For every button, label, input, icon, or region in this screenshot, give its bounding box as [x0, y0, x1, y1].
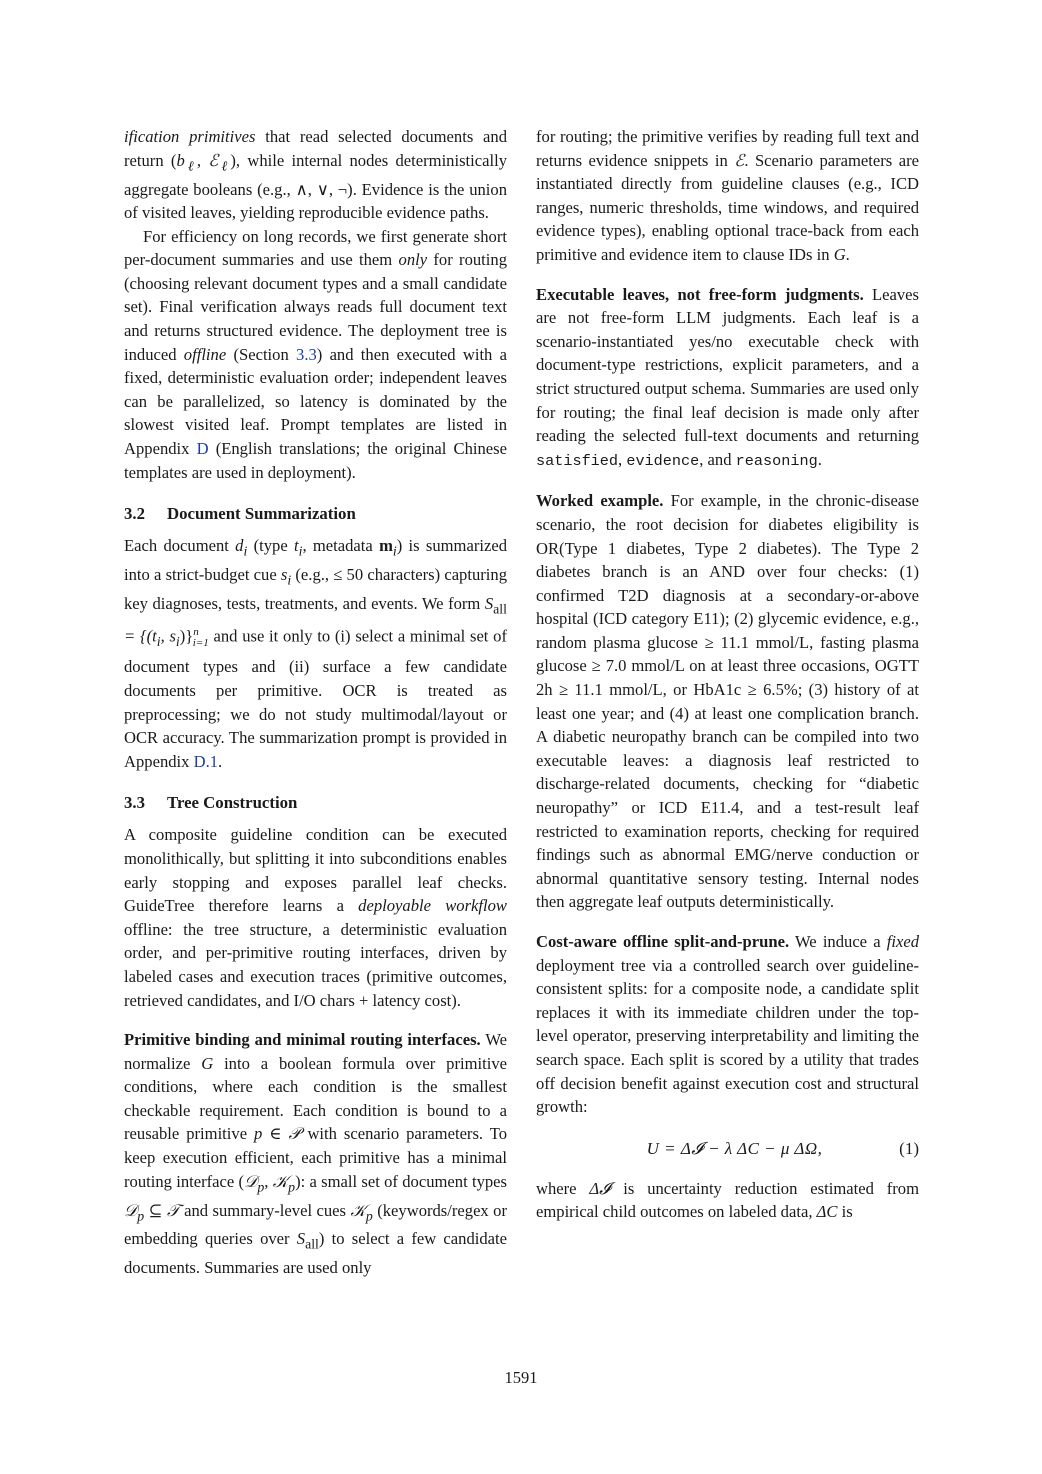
- paragraph-where: where Δ𝓘 is uncertainty reduction estimated from empirical child outcomes on labeled data, ΔC is: [536, 1178, 919, 1222]
- appendix-d-link[interactable]: D: [196, 439, 209, 459]
- right-column: [536, 125, 919, 1224]
- left-column: [124, 125, 507, 1280]
- paragraph-tree-construction: A composite guideline condition can be executed monolithically, but splitting it into subconditions enables early stopping and exposes parallel leaf checks. GuideTree therefore learns a deployable workflow offline: the tree structure, a deterministic evaluation order, and per-primitive routing interfaces, driven by labeled cases and execution traces (primitive outcomes, retrieved candidates, and I/O chars + latency cost).: [124, 825, 507, 1010]
- paragraph-split-and-prune: Cost-aware offline split-and-prune. We induce a fixed deployment tree via a controlled search over guideline-consistent splits: for a composite node, a candidate split replaces it with its immediate children under the top-level operator, preserving interpretability and limiting the search space. Each split is scored by a utility that trades off decision benefit against execution cost and structural growth:: [536, 932, 919, 1117]
- page-number: 1591: [504, 1368, 538, 1387]
- equation-body: U = Δ𝓘 − λ ΔC − μ ΔΩ,: [646, 1138, 823, 1158]
- paragraph-routing-cont: for routing; the primitive verifies by reading full text and returns evidence snippets in ℰ. Scenario parameters are instantiated directly from guideline clauses (e.g., ICD ranges, numeric thresholds, time windows, and required evidence types), enabling optional trace-back from each primitive and evidence item to clause IDs in G.: [536, 127, 919, 264]
- paragraph-primitives-cont: ification primitives that read selected documents and return ($b_\ell$, ℰ$_\ell$), while internal nodes deterministically aggregate booleans (e.g., ∧, ∨, ¬). Evidence is the union of visited leaves, yielding reproducible evidence paths.: [124, 127, 508, 223]
- paragraph-executable-leaves: Executable leaves, not free-form judgments. Leaves are not free-form LLM judgments. Each leaf is a scenario-instantiated yes/no executable check with document-type restrictions, explicit parameters, and a strict structured output schema. Summaries are used only for routing; the final leaf decision is made only after reading the selected full-text documents and returning satisfied, evidence, and reasoning.: [536, 284, 919, 470]
- section-heading-3-2: 3.2 Document Summarization: [124, 504, 356, 524]
- appendix-d1-link[interactable]: D.1: [193, 751, 219, 771]
- paragraph-efficiency: For efficiency on long records, we first generate short per-document summaries and use them only for routing (choosing relevant document types and a small candidate set). Final verification always reads full document text and returns structured evidence. The deployment tree is induced offline (Section 3.3) and then executed with a fixed, deterministic evaluation order; independent leaves can be parallelized, so latency is dominated by the slowest visited leaf. Prompt templates are listed in Appendix D (English translations; the original Chinese templates are used in deployment).: [124, 226, 507, 482]
- equation-number: (1): [899, 1138, 919, 1158]
- section-heading-3-3: 3.3 Tree Construction: [124, 793, 298, 813]
- paragraph-summarization: Each document $d_i$ (type $t_i$, metadata $m_i$) is summarized into a strict-budget cue $s_i$ (e.g., ≤ 50 characters) capturing key diagnoses, tests, treatments, and events. We form $S_{all} = \{(t_i$, $s_i)\}^n_{i=1}$ and use it only to (i) select a minimal set of document types and (ii) surface a few candidate documents per primitive. OCR is treated as preprocessing; we do not study multimodal/layout or OCR accuracy. The summarization prompt is provided in Appendix D.1.: [124, 536, 507, 771]
- paragraph-worked-example: Worked example. For example, in the chronic-disease scenario, the root decision for diabetes eligibility is OR(Type 1 diabetes, Type 2 diabetes). The Type 2 diabetes branch is an AND over four checks: (1) confirmed T2D diagnosis at a secondary-or-above hospital (ICD category E11); (2) glycemic evidence, e.g., random plasma glucose ≥ 11.1 mmol/L, fasting plasma glucose ≥ 7.0 mmol/L on at least three occasions, OGTT 2h ≥ 11.1 mmol/L, or HbA1c ≥ 6.5%; (3) history of at least one year; and (4) at least one complication branch. A diabetic neuropathy branch can be compiled into two executable leaves: a diagnosis leaf restricted to discharge-related documents, checking for “diabetic neuropathy” or ICD E11.4, and a test-result leaf restricted to examination reports, checking for required findings such as abnormal EMG/nerve conduction or abnormal quantitative sensory testing. Internal nodes then aggregate leaf outputs deterministically.: [536, 491, 919, 912]
- equation-utility: [536, 1139, 919, 1159]
- section-3-3-link[interactable]: 3.3: [296, 344, 317, 364]
- paragraph-primitive-binding: Primitive binding and minimal routing interfaces. We normalize G into a boolean formula over primitive conditions, where each condition is the smallest checkable requirement. Each condition is bound to a reusable primitive p ∈ 𝒫 with scenario parameters. To keep execution efficient, each primitive has a minimal routing interface (𝒟$_p$, 𝒦$_p$): a small set of document types 𝒟$_p$ ⊆ 𝒯 and summary-level cues 𝒦$_p$ (keywords/regex or embedding queries over $S_{all}$) to select a few candidate documents. Summaries are used only: [124, 1030, 508, 1278]
